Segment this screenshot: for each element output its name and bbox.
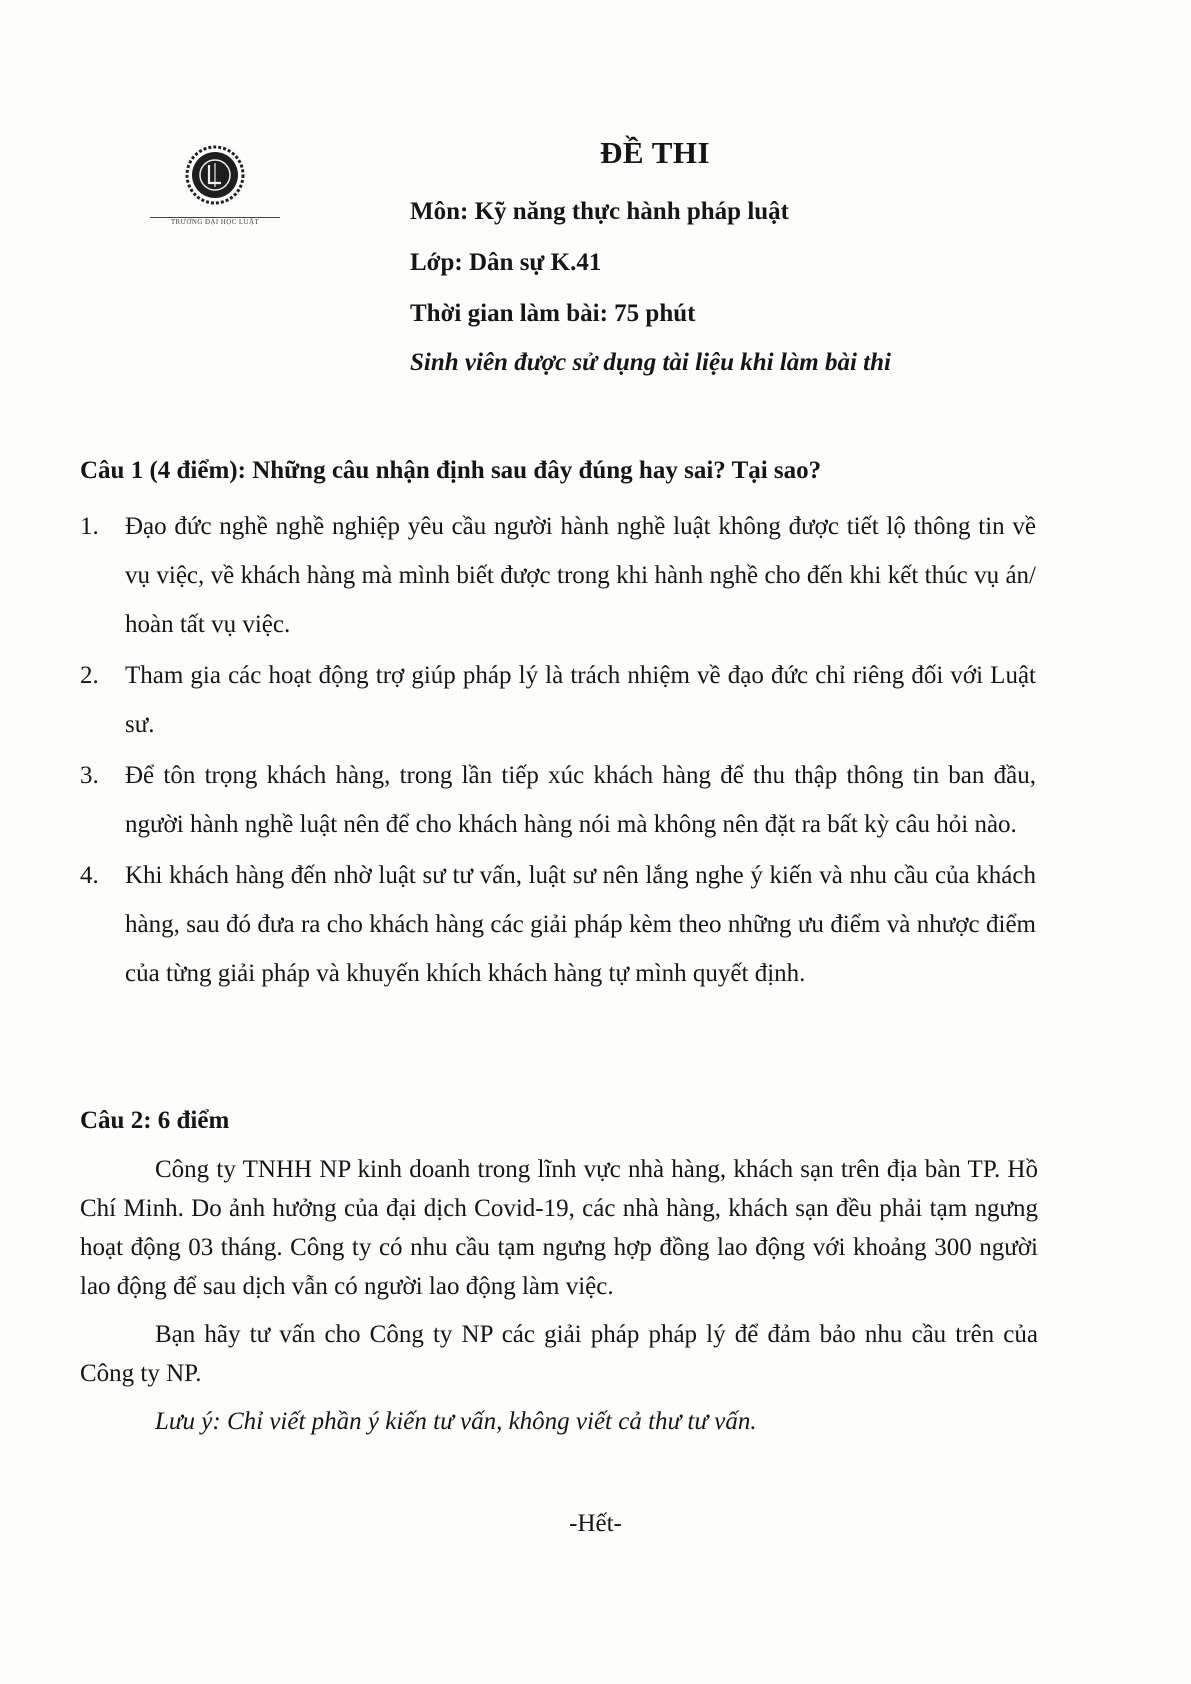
question-1-item (80, 851, 1036, 998)
exam-title: ĐỀ THI (600, 135, 711, 170)
question-1-item (80, 751, 1036, 849)
item-text: Tham gia các hoạt động trợ giúp pháp lý là trách nhiệm về đạo đức chỉ riêng đối với Luật sư. (125, 662, 1036, 738)
item-number: 2. (80, 662, 99, 689)
question-2-paragraph: Bạn hãy tư vấn cho Công ty NP các giải pháp pháp lý để đảm bảo nhu cầu trên của Công ty NP. (80, 1321, 1038, 1387)
question-2-note: Lưu ý: Chỉ viết phần ý kiến tư vấn, không viết cả thư tư vấn. (155, 1408, 757, 1435)
end-marker: -Hết- (569, 1510, 622, 1537)
materials-note: Sinh viên được sử dụng tài liệu khi làm bài thi (410, 349, 891, 376)
item-number: 3. (80, 762, 99, 789)
item-text: Đạo đức nghề nghề nghiệp yêu cầu người hành nghề luật không được tiết lộ thông tin về vụ việc, về khách hàng mà mình biết được trong khi hành nghề cho đến khi kết thúc vụ án/ hoàn tất vụ việc. (125, 513, 1036, 638)
question-1-item (80, 502, 1036, 649)
question-1-heading: Câu 1 (4 điểm): Những câu nhận định sau đây đúng hay sai? Tại sao? (80, 457, 822, 484)
school-logo (145, 145, 285, 255)
question-2-heading: Câu 2: 6 điểm (80, 1107, 230, 1134)
item-number: 1. (80, 513, 99, 540)
question-1-item (80, 651, 1036, 749)
item-text: Khi khách hàng đến nhờ luật sư tư vấn, luật sư nên lắng nghe ý kiến và nhu cầu của khách hàng, sau đó đưa ra cho khách hàng các giải pháp kèm theo những ưu điểm và nhược điểm của từng giải pháp và khuyến khích khách hàng tự mình quyết định. (125, 862, 1036, 987)
item-number: 4. (80, 862, 99, 889)
item-text: Để tôn trọng khách hàng, trong lần tiếp xúc khách hàng để thu thập thông tin ban đầu, người hành nghề luật nên để cho khách hàng nói mà không nên đặt ra bất kỳ câu hỏi nào. (125, 762, 1036, 838)
question-2-body (80, 1150, 1038, 1450)
question-1-list (80, 502, 1036, 1000)
duration-line: Thời gian làm bài: 75 phút (410, 300, 696, 327)
question-2-paragraph: Công ty TNHH NP kinh doanh trong lĩnh vực nhà hàng, khách sạn trên địa bàn TP. Hồ Chí Minh. Do ảnh hưởng của đại dịch Covid-19, các nhà hàng, khách sạn đều phải tạm ngưng hoạt động 03 tháng. Công ty có nhu cầu tạm ngưng hợp đồng lao động với khoảng 300 người lao động để sau dịch vẫn có người lao động làm việc. (80, 1156, 1038, 1300)
class-line: Lớp: Dân sự K.41 (410, 249, 602, 276)
subject-line: Môn: Kỹ năng thực hành pháp luật (410, 198, 790, 225)
university-seal-icon (185, 145, 245, 205)
logo-caption: TRƯỜNG ĐẠI HỌC LUẬT (170, 218, 260, 226)
